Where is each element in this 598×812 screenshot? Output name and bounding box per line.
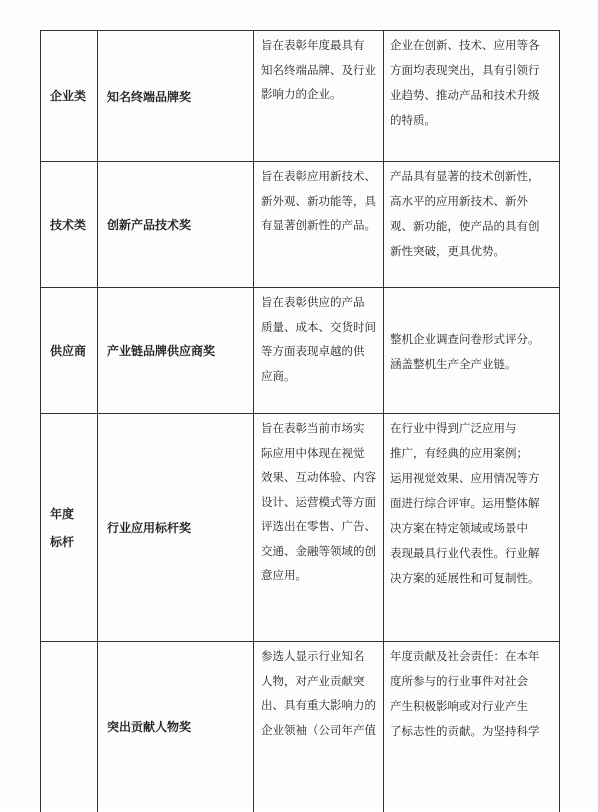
category-cell: [41, 162, 98, 288]
purpose-cell: [254, 31, 384, 162]
award-name-cell: [98, 31, 254, 162]
category-label: 企业类: [50, 89, 87, 103]
table-row-benchmark: [41, 414, 560, 642]
table-row-enterprise: [41, 31, 560, 162]
award-name: 突出贡献人物奖: [107, 720, 192, 735]
category-cell: [41, 642, 98, 812]
award-criteria: 产品具有显著的技术创新性， 高水平的应用新技术、新外 观、新功能，使产品的具有创 新性突破，更具优势。: [390, 169, 540, 258]
purpose-cell: [254, 288, 384, 414]
criteria-cell: [384, 414, 560, 642]
category-cell: [41, 31, 98, 162]
category-cell: [41, 288, 98, 414]
purpose-cell: [254, 162, 384, 288]
award-criteria: 在行业中得到广泛应用与 推广，有经典的应用案例； 运用视觉效果、应用情况等方 面进行综合评审。运用整体解 决方案在特定领域或场景中 表现最具行业代表性。行业解 决方案的延展性和可复制性。: [390, 421, 540, 585]
table-row-technology: [41, 162, 560, 288]
category-label: 供应商: [50, 343, 87, 358]
award-criteria: 企业在创新、技术、应用等各 方面均表现突出，具有引领行 业趋势、推动产品和技术升级 的特质。: [390, 38, 540, 127]
award-name: 产业链品牌供应商奖: [107, 344, 216, 358]
award-purpose: 旨在表彰当前市场实 际应用中体现在视觉 效果、互动体验、内容 设计、运营模式等方面 评选出在零售、广告、 交通、金融等领域的创 意应用。: [261, 421, 376, 582]
award-name-cell: [98, 642, 254, 812]
awards-table: [40, 30, 560, 812]
award-name-cell: [98, 414, 254, 642]
category-label: 年度 标杆: [50, 506, 75, 549]
criteria-cell: [384, 288, 560, 414]
purpose-cell: [254, 414, 384, 642]
table-row-contribution: [41, 642, 560, 812]
criteria-cell: [384, 642, 560, 812]
award-name: 知名终端品牌奖: [107, 89, 192, 104]
award-name-cell: [98, 162, 254, 288]
purpose-cell: [254, 642, 384, 812]
criteria-cell: [384, 162, 560, 288]
category-label: 技术类: [50, 217, 87, 232]
award-purpose: 旨在表彰供应的产品 质量、成本、交货时间 等方面表现卓越的供 应商。: [261, 295, 376, 383]
award-purpose: 旨在表彰应用新技术、 新外观、新功能等，具 有显著创新性的产品。: [261, 169, 376, 232]
award-name: 行业应用标杆奖: [107, 521, 192, 535]
award-criteria: 年度贡献及社会责任：在本年 度所参与的行业事件对社会 产生积极影响或对行业产生 了标志性的贡献。为坚持科学: [390, 649, 540, 738]
table-row-supplier: [41, 288, 560, 414]
award-criteria: 整机企业调查问卷形式评分。 涵盖整机生产全产业链。: [390, 331, 540, 371]
criteria-cell: [384, 31, 560, 162]
award-name-cell: [98, 288, 254, 414]
category-cell: [41, 414, 98, 642]
award-purpose: 参选人显示行业知名 人物，对产业贡献突 出、具有重大影响力的 企业领袖（公司年产值: [261, 649, 376, 737]
award-name: 创新产品技术奖: [107, 218, 192, 232]
award-purpose: 旨在表彰年度最具有 知名终端品牌、及行业 影响力的企业。: [261, 38, 376, 101]
